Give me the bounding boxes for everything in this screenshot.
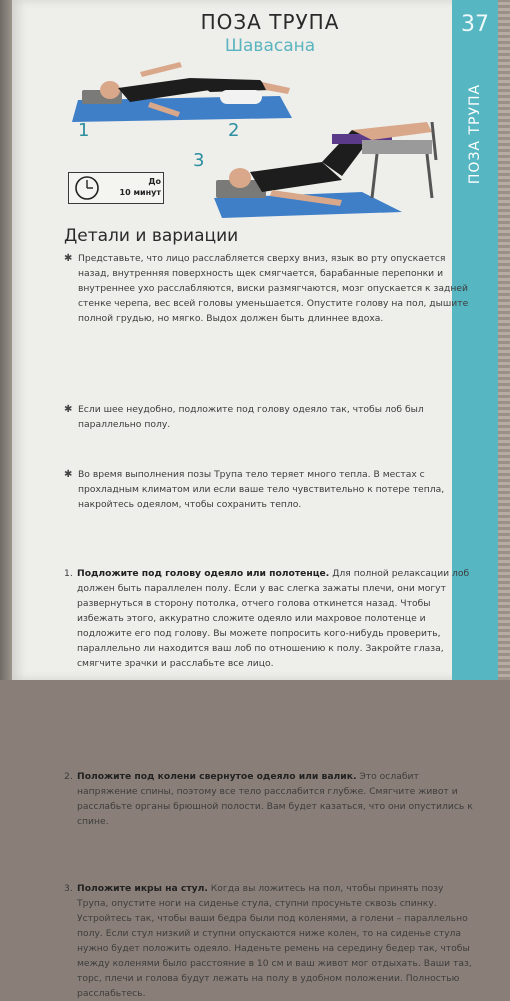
step-item xyxy=(64,769,473,829)
timer-line-1: До xyxy=(148,177,161,186)
step-text: Для полной релаксации лоб должен быть параллелен полу. Если у вас слегка зажаты плечи, они могут развернуться в сторону потолка, отчего голова откинется назад. Чтобы избежать этого, аккуратно сложите одеяло или махровое полотенце и подложите его под голову. Вы можете попросить кого-нибудь проверить, параллельно ли находится ваш лоб по отношению к полу. Закройте глаза, смягчите зрачки и расслабьте все лицо. xyxy=(77,568,470,669)
step-number: 1. xyxy=(64,568,73,579)
asterisk-icon: ✱ xyxy=(64,469,73,480)
side-tab-label xyxy=(460,66,490,216)
pose-photo-3 xyxy=(212,120,447,220)
timer-text xyxy=(105,176,161,198)
timer-box xyxy=(68,172,164,204)
timer-line-2: 10 минут xyxy=(119,188,161,197)
step-heading: Подложите под голову одеяло или полотенце. xyxy=(77,568,330,579)
step-item xyxy=(64,566,473,671)
step-heading: Положите под колени свернутое одеяло или валик. xyxy=(77,771,357,782)
bullet-item xyxy=(64,467,474,512)
photo-label-1: 1 xyxy=(78,120,90,141)
bullet-text: Во время выполнения позы Трупа тело теряет много тепла. В местах с прохладным климатом или если ваше тело чувствительно к потере тепла, накройтесь одеялом, чтобы сохранить тепло. xyxy=(78,469,445,510)
bullet-text: Если шее неудобно, подложите под голову одеяло так, чтобы лоб был параллельно полу. xyxy=(78,404,424,430)
page-number: 37 xyxy=(461,12,489,37)
step-item xyxy=(64,881,473,1001)
bullet-item xyxy=(64,251,474,326)
bullet-item xyxy=(64,402,474,432)
step-number: 3. xyxy=(64,883,73,894)
section-heading: Детали и вариации xyxy=(64,226,239,246)
step-heading: Положите икры на стул. xyxy=(77,883,208,894)
page-title: ПОЗА ТРУПА xyxy=(200,10,340,34)
step-number: 2. xyxy=(64,771,73,782)
bullet-text: Представьте, что лицо расслабляется сверху вниз, язык во рту опускается назад, внутренняя поверхность щек смягчается, барабанные перепонки и внутреннее ухо расслабляются, виски размягчаются, мозг опускается к задней стенке черепа, вес всей головы уменьшается. Опустите голову на пол, дышите полной грудью, но мягко. Выдох должен быть длиннее вдоха. xyxy=(78,253,469,324)
step-text: Это ослабит напряжение спины, поэтому все тело расслабится глубже. Смягчите живот и расслабьте органы брюшной полости. Вам будет казаться, что они опустились к спине. xyxy=(77,771,473,827)
page-subtitle: Шавасана xyxy=(224,36,316,56)
clock-icon xyxy=(73,175,103,201)
photo-label-2: 2 xyxy=(228,120,240,141)
asterisk-icon: ✱ xyxy=(64,253,73,264)
asterisk-icon: ✱ xyxy=(64,404,73,415)
photo-label-3: 3 xyxy=(193,150,205,171)
page-edges xyxy=(498,0,510,680)
side-tab-text: ПОЗА ТРУПА xyxy=(467,83,483,185)
step-text: Когда вы ложитесь на пол, чтобы принять позу Трупа, опустите ноги на сиденье стула, ступни просуньте сквозь спинку. Устройтесь так, чтобы ваши бедра были под коленями, а голени – параллельно полу. Если стул низкий и ступни опускаются ниже колен, то на сиденье стула нужно будет положить одеяло. Наденьте ремень на середину бедер так, чтобы между коленями было расстояние в 10 см и ваш живот мог отдыхать. Ваши таз, торс, плечи и голова будут лежать на полу в удобном положении. Полностью расслабьтесь. xyxy=(77,883,472,999)
